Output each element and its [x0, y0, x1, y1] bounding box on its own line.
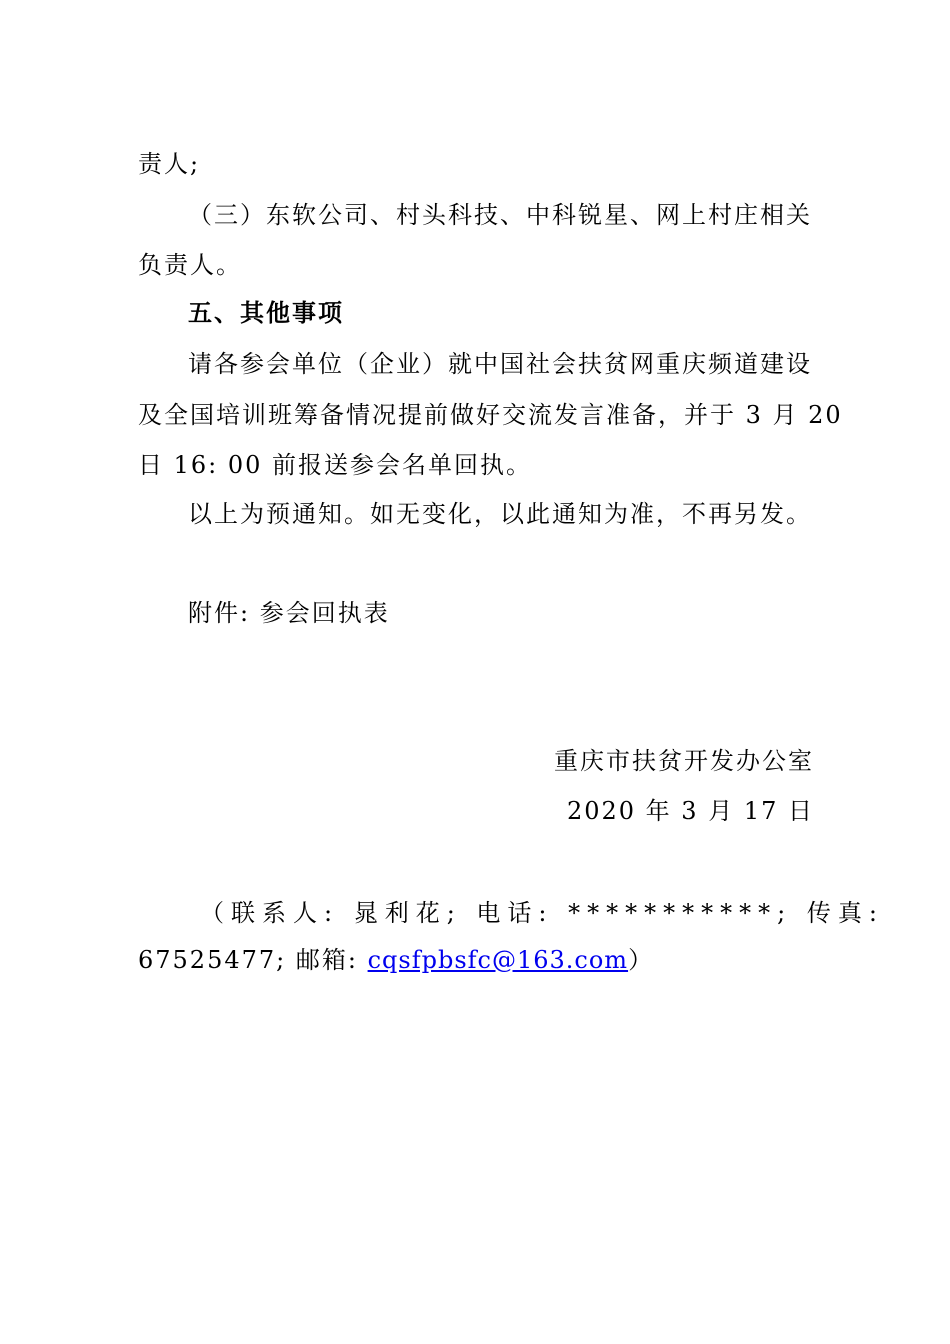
- body-line-8: 以上为预通知。如无变化，以此通知为准，不再另发。: [188, 500, 812, 528]
- body-line-7: 日 16: 00 前报送参会名单回执。: [138, 451, 533, 479]
- body-line-1: 责人;: [138, 150, 201, 178]
- body-line-6: 及全国培训班筹备情况提前做好交流发言准备，并于 3 月 20: [138, 401, 843, 429]
- contact-suffix: ）: [628, 946, 655, 974]
- section-heading: 五、其他事项: [188, 298, 344, 327]
- contact-fax-prefix: 67525477; 邮箱:: [138, 946, 368, 974]
- body-line-3: 负责人。: [138, 251, 242, 279]
- email-link[interactable]: cqsfpbsfc@163.com: [367, 946, 629, 974]
- signature-org: 重庆市扶贫开发办公室: [554, 747, 814, 775]
- signature-date: 2020 年 3 月 17 日: [566, 797, 814, 825]
- attachment-line: 附件: 参会回执表: [188, 599, 390, 627]
- body-line-2: （三）东软公司、村头科技、中科锐星、网上村庄相关: [188, 201, 812, 229]
- contact-line-1: （联系人: 晁利花; 电话: ***********; 传真:: [200, 899, 884, 927]
- body-line-5: 请各参会单位（企业）就中国社会扶贫网重庆频道建设: [188, 350, 812, 378]
- contact-line-2: [138, 946, 818, 974]
